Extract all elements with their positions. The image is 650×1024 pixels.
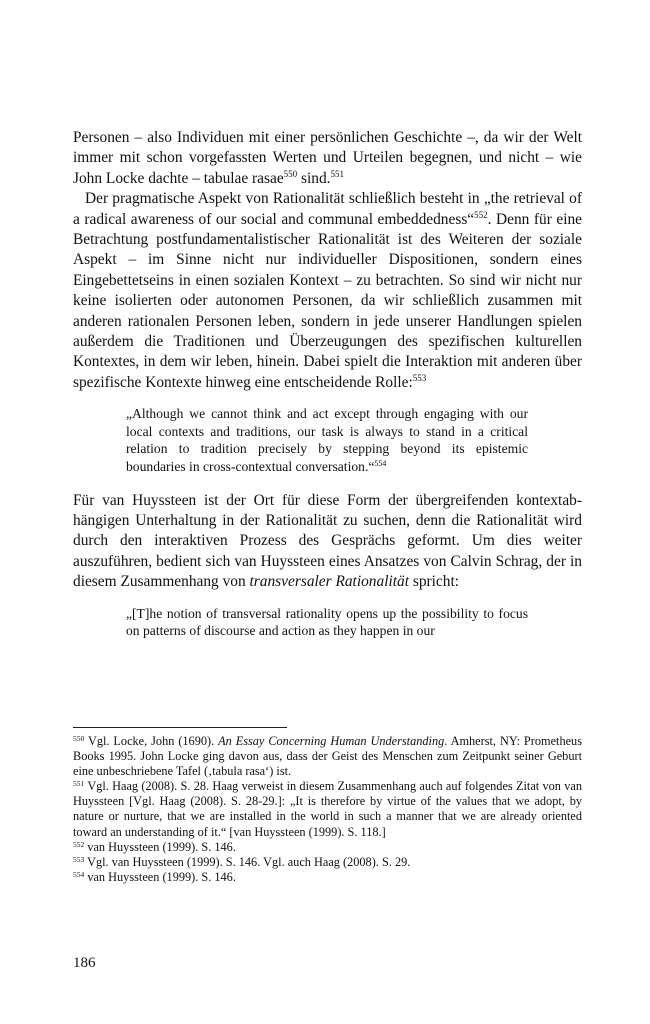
paragraph-text: . Denn für eine Betrachtung postfundamentalistischer Rationalität ist des Weiteren der soziale Aspekt – im Sinne nicht nur individueller Dispositionen, sondern eines Eingebettetseins in einen sozialen Kontext – zu betrachten. So sind wir nicht nur keine isolierten oder autonomen Personen, da wir schließlich zusammen mit anderen rationalen Personen leben, sondern in jede unserer Handlungen spielen außerdem die Traditionen und Überzeugungen des spezifischen kulturellen Kontextes, in dem wir leben, hinein. Dabei spielt die Interaktion mit anderen über spezifische Kontexte hinweg eine entscheidende Rolle:	[73, 210, 582, 391]
footnote-554	[73, 870, 582, 885]
italic-term: transversaler Rationalität	[249, 573, 409, 591]
main-text	[73, 128, 582, 640]
footnote-ref-551[interactable]: 551	[330, 168, 345, 179]
footnote-ref-550[interactable]: 550	[283, 168, 298, 179]
footnote-number: 552	[73, 839, 85, 849]
page-number: 186	[73, 955, 96, 971]
footnote-text: van Huyssteen (1999). S. 146.	[84, 869, 236, 884]
footnote-number: 550	[73, 734, 85, 743]
paragraph-3	[73, 491, 582, 593]
block-quote-1	[126, 405, 528, 475]
block-quote-2	[126, 605, 528, 640]
quote-text: „Although we cannot think and act except through engaging with our local contexts and traditions, our task is always to stand in a critical relation to tradition precisely by stepping beyond its epistemic boundaries in cross-contextual conversation.“	[126, 406, 528, 475]
paragraph-text: Für van Huyssteen ist der Ort für diese Form der übergreifenden kontextabhängigen Unterhaltung in der Rationalität zu suchen, denn die Rationalität wird durch den interaktiven Prozess des Gesprächs geformt. Um dies weiter auszuführen, bedient sich van Huyssteen eines Ansatzes von Calvin Schrag, der in diesem Zusammenhang von	[73, 491, 582, 591]
paragraph-text: spricht:	[409, 573, 460, 591]
footnote-551	[73, 779, 582, 839]
footnote-number: 553	[73, 854, 85, 864]
quote-text: „[T]he notion of transversal rationality opens up the possibility to focus on patterns of discourse and action as they happen in our	[126, 605, 528, 639]
paragraph-text: sind.	[297, 169, 331, 187]
footnote-553	[73, 855, 582, 870]
paragraph-1	[73, 128, 582, 189]
footnote-text: van Huyssteen (1999). S. 146.	[84, 839, 236, 854]
footnote-ref-554[interactable]: 554	[374, 459, 387, 469]
footnote-ref-553[interactable]: 553	[412, 372, 427, 383]
footnote-text: Vgl. Locke, John (1690).	[84, 734, 219, 748]
footnote-italic: An Essay Concerning Human Understanding	[218, 734, 445, 748]
footnote-number: 554	[73, 869, 85, 879]
footnote-number: 551	[73, 779, 85, 789]
footnote-550	[73, 734, 582, 779]
footnote-text: Vgl. van Huyssteen (1999). S. 146. Vgl. auch Haag (2008). S. 29.	[84, 854, 411, 869]
paragraph-text: Personen – also Individuen mit einer persönlichen Geschichte –, da wir der Welt immer mit schon vorgefassten Werten und Urteilen begegnen, und nicht – wie John Locke dachte – tabulae rasae	[73, 129, 582, 187]
footnote-separator	[73, 727, 287, 728]
footnotes	[73, 734, 582, 885]
footnote-ref-552[interactable]: 552	[474, 209, 488, 220]
footnote-552	[73, 840, 582, 855]
paragraph-2	[73, 189, 582, 393]
paragraph-text: Der pragmatische Aspekt von Rationalität schließlich besteht in „the retrieval of a radical awareness of our social and communal embeddedness“	[73, 190, 582, 228]
footnote-text: . Amherst, NY: Prometheus Books 1995. John Locke ging davon aus, dass der Geist des Menschen zum Zeitpunkt seiner Geburt eine unbeschriebene Tafel (‚tabula rasa‘) ist.	[73, 734, 582, 779]
footnote-text: Vgl. Haag (2008). S. 28. Haag verweist in diesem Zusammenhang auch auf folgendes Zitat von van Huyssteen [Vgl. Haag (2008). S. 28-29.]: „It is therefore by virtue of the values that we adopt, by nature or nurture, that we are installed in the world in such a manner that we are already oriented toward an understanding of it.“ [van Huyssteen (1999). S. 118.]	[73, 779, 582, 839]
